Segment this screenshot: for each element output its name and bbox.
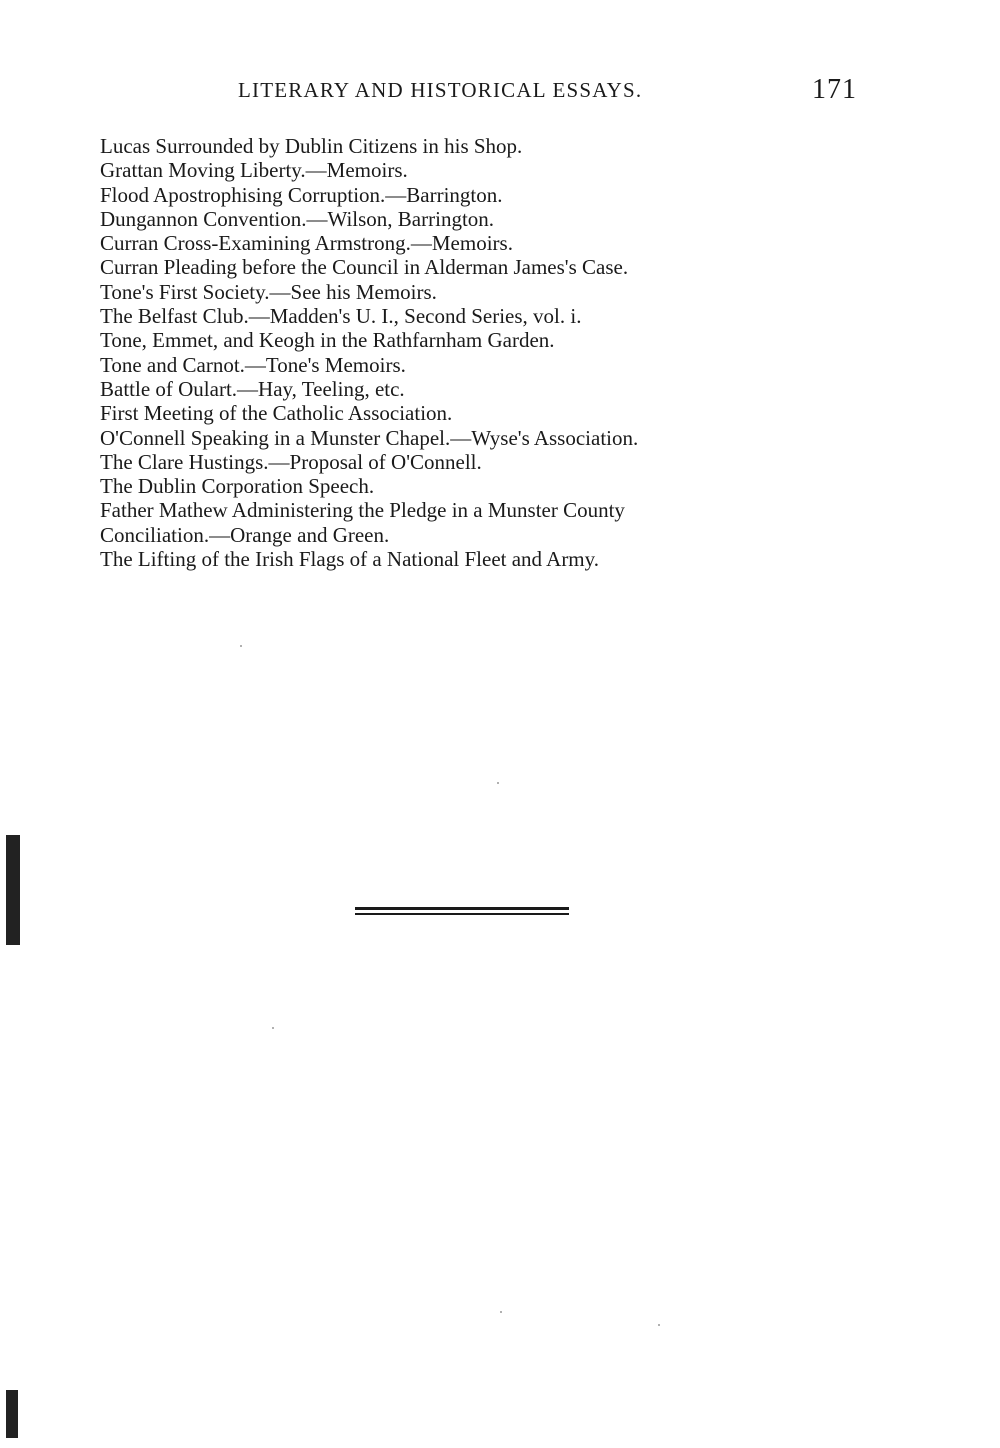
list-item: Dungannon Convention.—Wilson, Barrington. (100, 206, 495, 231)
list-item: O'Connell Speaking in a Munster Chapel.—Wyse's Association. (100, 425, 639, 450)
running-head: LITERARY AND HISTORICAL ESSAYS. (238, 78, 643, 102)
scan-edge-mark (6, 835, 20, 945)
page-number: 171 (812, 74, 857, 105)
list-item: Battle of Oulart.—Hay, Teeling, etc. (100, 376, 405, 401)
entry-list (100, 134, 860, 571)
scan-speck (240, 645, 242, 647)
list-item: Grattan Moving Liberty.—Memoirs. (100, 158, 408, 183)
list-item: Conciliation.—Orange and Green. (100, 522, 390, 547)
scan-speck (658, 1324, 660, 1326)
rule-line-bottom (355, 913, 569, 915)
list-item: Tone, Emmet, and Keogh in the Rathfarnham Garden. (100, 328, 555, 353)
list-item: The Lifting of the Irish Flags of a National Fleet and Army. (100, 547, 600, 572)
list-item: Father Mathew Administering the Pledge in a Munster County (100, 498, 625, 523)
list-item: Curran Cross-Examining Armstrong.—Memoirs. (100, 231, 513, 256)
list-item: The Clare Hustings.—Proposal of O'Connell. (100, 449, 482, 474)
list-item: The Dublin Corporation Speech. (100, 474, 375, 499)
list-item: Curran Pleading before the Council in Alderman James's Case. (100, 255, 629, 280)
scan-speck (272, 1027, 274, 1029)
ornamental-rule (355, 907, 569, 916)
scan-speck (500, 1311, 502, 1313)
list-item: Flood Apostrophising Corruption.—Barrington. (100, 182, 503, 207)
list-item: The Belfast Club.—Madden's U. I., Second Series, vol. i. (100, 304, 582, 329)
list-item: Tone and Carnot.—Tone's Memoirs. (100, 352, 406, 377)
list-item: Lucas Surrounded by Dublin Citizens in his Shop. (100, 134, 523, 158)
scan-speck (497, 782, 499, 784)
rule-line-top (355, 907, 569, 910)
scan-edge-mark (6, 1390, 18, 1438)
list-item: First Meeting of the Catholic Association. (100, 401, 453, 426)
list-item: Tone's First Society.—See his Memoirs. (100, 279, 437, 304)
